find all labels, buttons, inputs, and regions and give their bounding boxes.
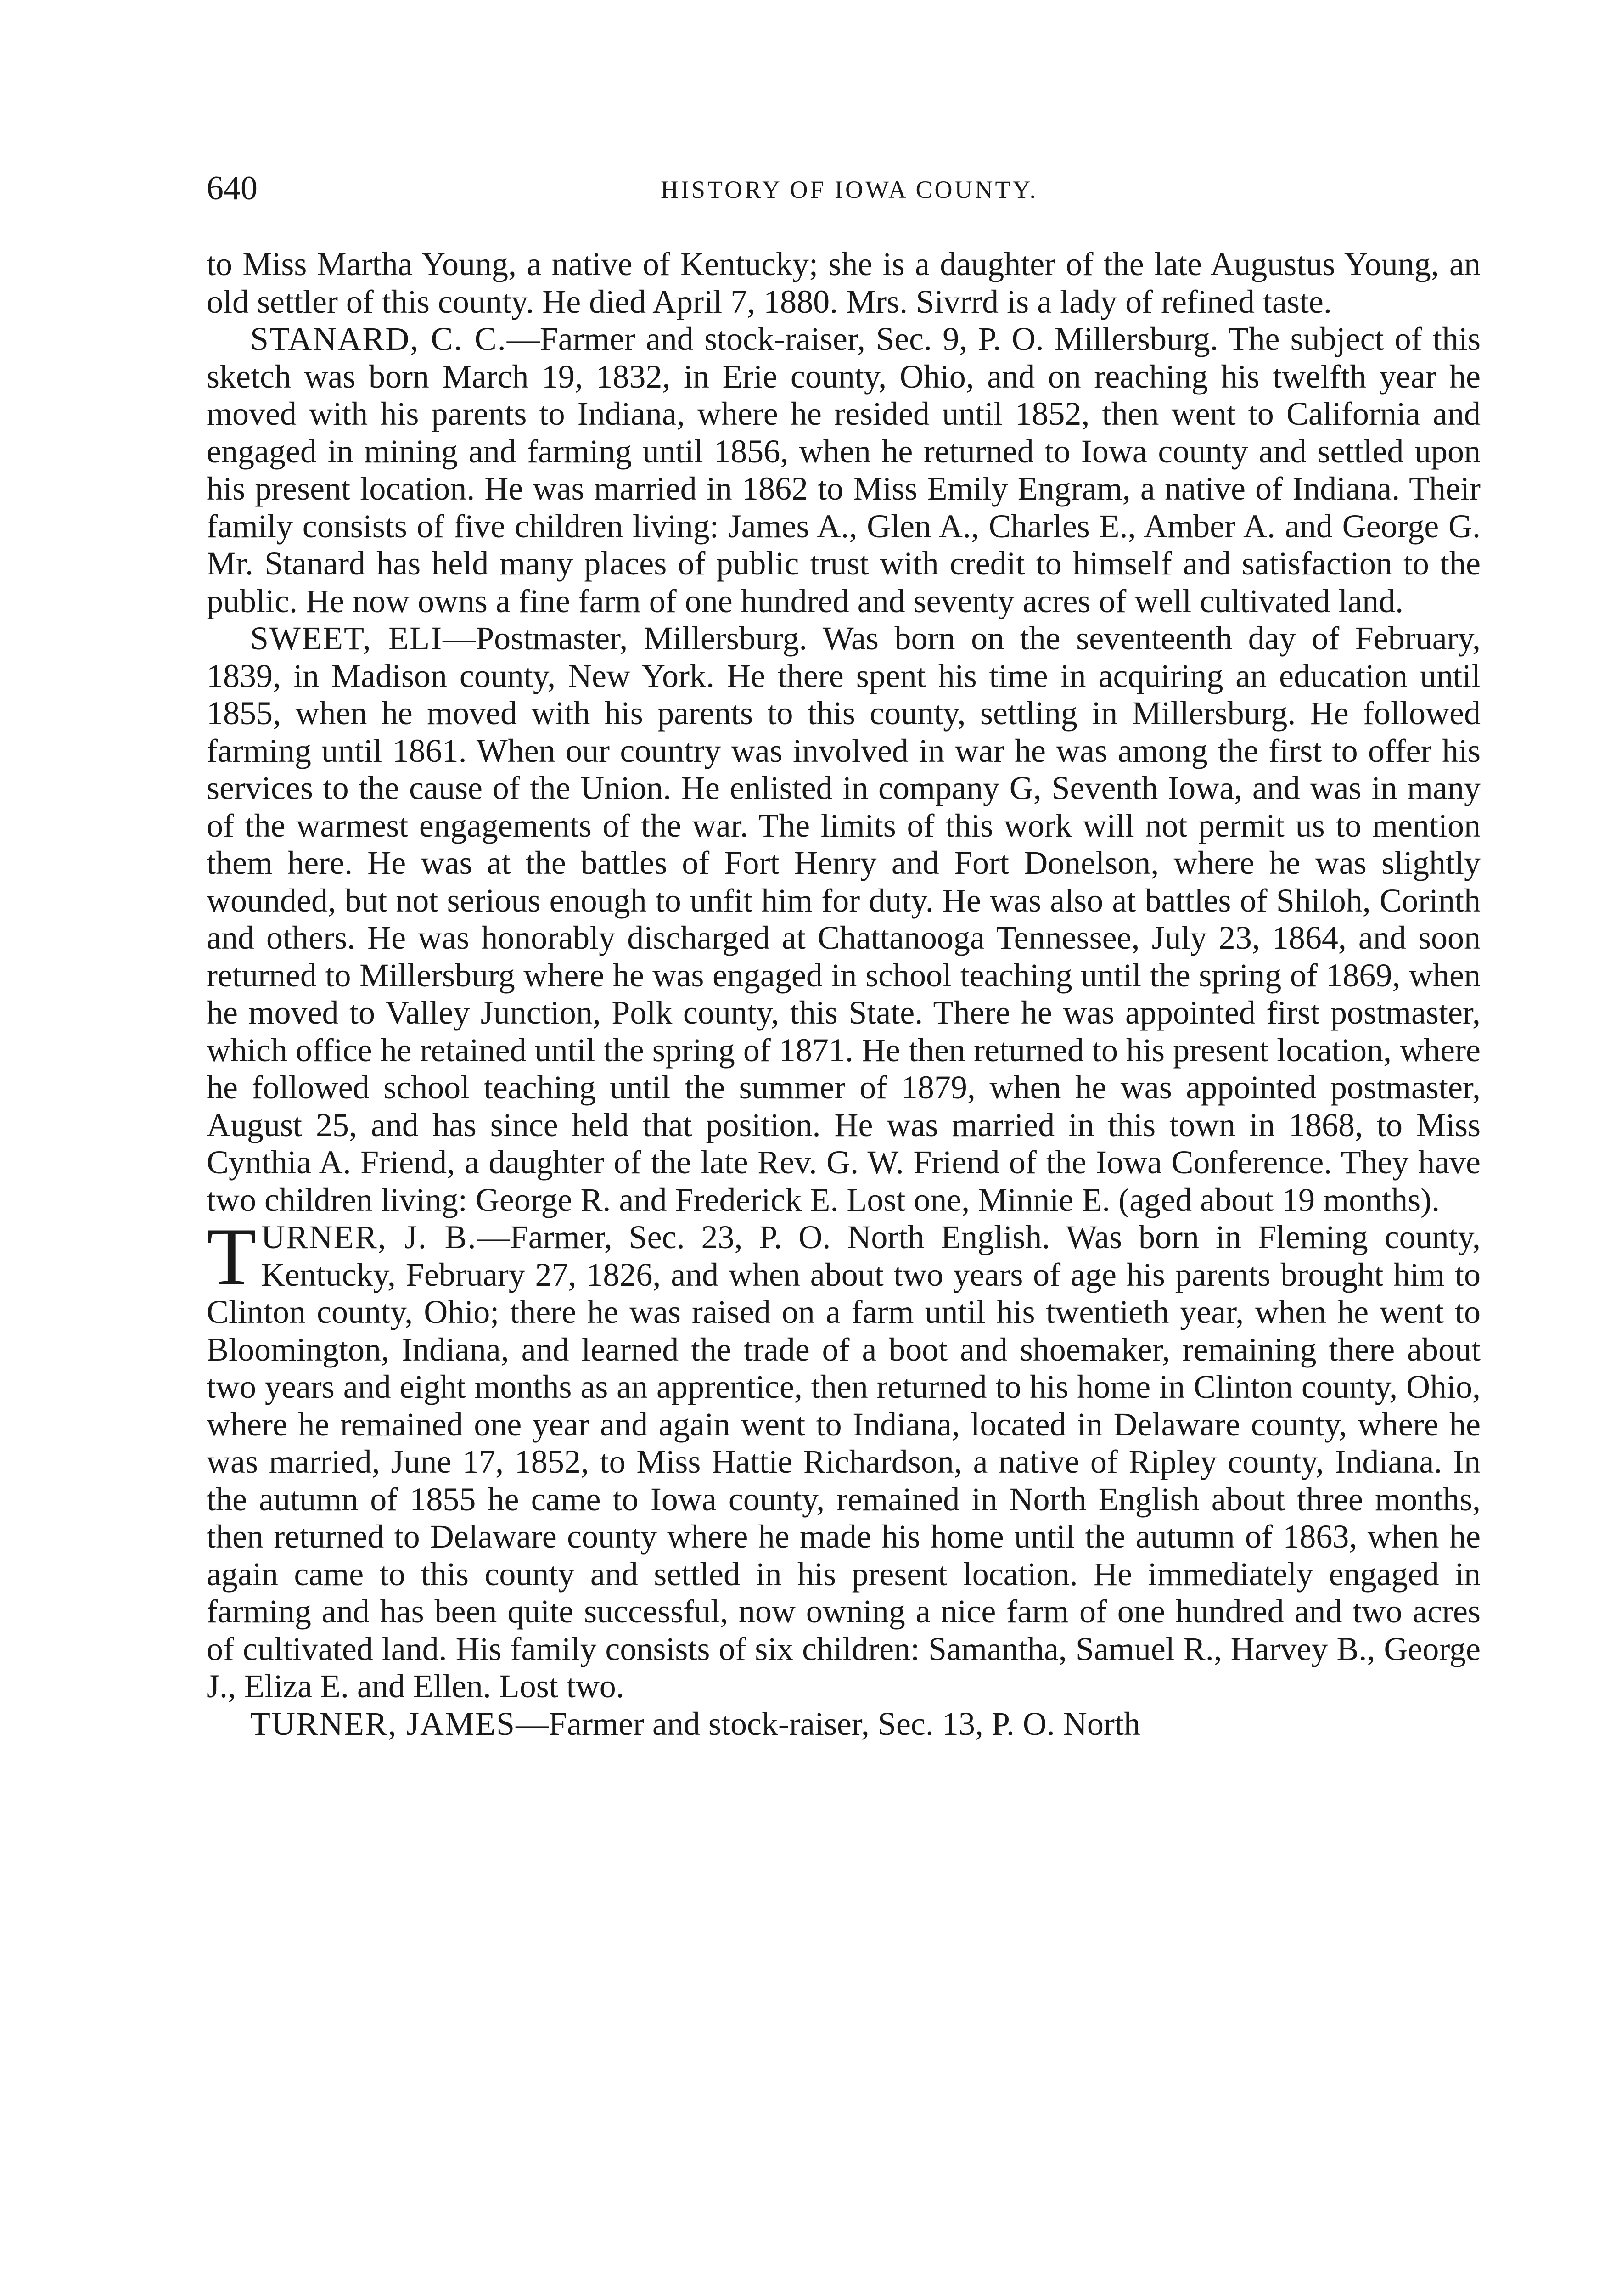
entry-text: —Farmer and stock-raiser, Sec. 13, P. O. North (516, 1705, 1140, 1742)
continued-paragraph (207, 246, 1481, 321)
entry-text: —Farmer, Sec. 23, P. O. North English. Was born in Fleming county, Kentucky, February 27, 1826, and when about two years of age his parents brought him to Clinton county, Ohio; there he was raised on a farm until his twentieth year, when he went to Bloomington, Indiana, and learned the trade of a boot and shoemaker, remaining there about two years and eight months as an apprentice, then returned to his home in Clinton county, Ohio, where he remained one year and again went to Indiana, located in Delaware county, where he was married, June 17, 1852, to Miss Hattie Richardson, a native of Ripley county, Indiana. In the autumn of 1855 he came to Iowa county, remained in North English about three months, then returned to Delaware county where he made his home until the autumn of 1863, when he again came to this county and settled in his present location. He immediately engaged in farming and has been quite successful, now owning a nice farm of one hundred and two acres of cultivated land. His family consists of six children: Samantha, Samuel R., Harvey B., George J., Eliza E. and Ellen. Lost two. (207, 1219, 1481, 1705)
page-header (207, 168, 1492, 218)
entry-name: STANARD, C. C. (250, 321, 507, 357)
page-number: 640 (207, 169, 258, 207)
entry-name: TURNER, JAMES (250, 1705, 516, 1742)
drop-cap: T (207, 1211, 257, 1302)
entry-text: —Farmer and stock-raiser, Sec. 9, P. O. Millersburg. The subject of this sketch was born March 19, 1832, in Erie county, Ohio, and on reaching his twelfth year he moved with his parents to Indiana, where he resided until 1852, then went to California and engaged in mining and farming until 1856, when he returned to Iowa county and settled upon his present location. He was married in 1862 to Miss Emily Engram, a native of Indiana. Their family consists of five children living: James A., Glen A., Charles E., Amber A. and George G. Mr. Stanard has held many places of public trust with credit to himself and satisfaction to the public. He now owns a fine farm of one hundred and seventy acres of well cultivated land. (207, 321, 1481, 619)
entry-name: SWEET, ELI (250, 620, 443, 657)
entry-turner-james (207, 1705, 1481, 1743)
paragraph-text: to Miss Martha Young, a native of Kentucky; she is a daughter of the late Augustus Young, an old settler of this county. He died April 7, 1880. Mrs. Sivrrd is a lady of refined taste. (207, 246, 1481, 320)
entry-name: URNER, J. B. (261, 1219, 477, 1255)
entry-text: —Postmaster, Millersburg. Was born on the seventeenth day of February, 1839, in Madison county, New York. He there spent his time in acquiring an education until 1855, when he moved with his parents to this county, settling in Millersburg. He followed farming until 1861. When our country was involved in war he was among the first to offer his services to the cause of the Union. He enlisted in company G, Seventh Iowa, and was in many of the warmest engagements of the war. The limits of this work will not permit us to mention them here. He was at the battles of Fort Henry and Fort Donelson, where he was slightly wounded, but not serious enough to unfit him for duty. He was also at battles of Shiloh, Corinth and others. He was honorably discharged at Chattanooga Tennessee, July 23, 1864, and soon returned to Millersburg where he was engaged in school teaching until the spring of 1869, when he moved to Valley Junction, Polk county, this State. There he was appointed first postmaster, which office he retained until the spring of 1871. He then returned to his present location, where he followed school teaching until the summer of 1879, when he was appointed postmaster, August 25, and has since held that position. He was married in this town in 1868, to Miss Cynthia A. Friend, a daughter of the late Rev. G. W. Friend of the Iowa Conference. They have two children living: George R. and Frederick E. Lost one, Minnie E. (aged about 19 months). (207, 620, 1481, 1218)
body-text (207, 246, 1481, 1743)
entry-stanard (207, 321, 1481, 620)
entry-sweet (207, 620, 1481, 1219)
entry-turner-jb (207, 1211, 1481, 1705)
running-head: HISTORY OF IOWA COUNTY. (660, 176, 1038, 203)
